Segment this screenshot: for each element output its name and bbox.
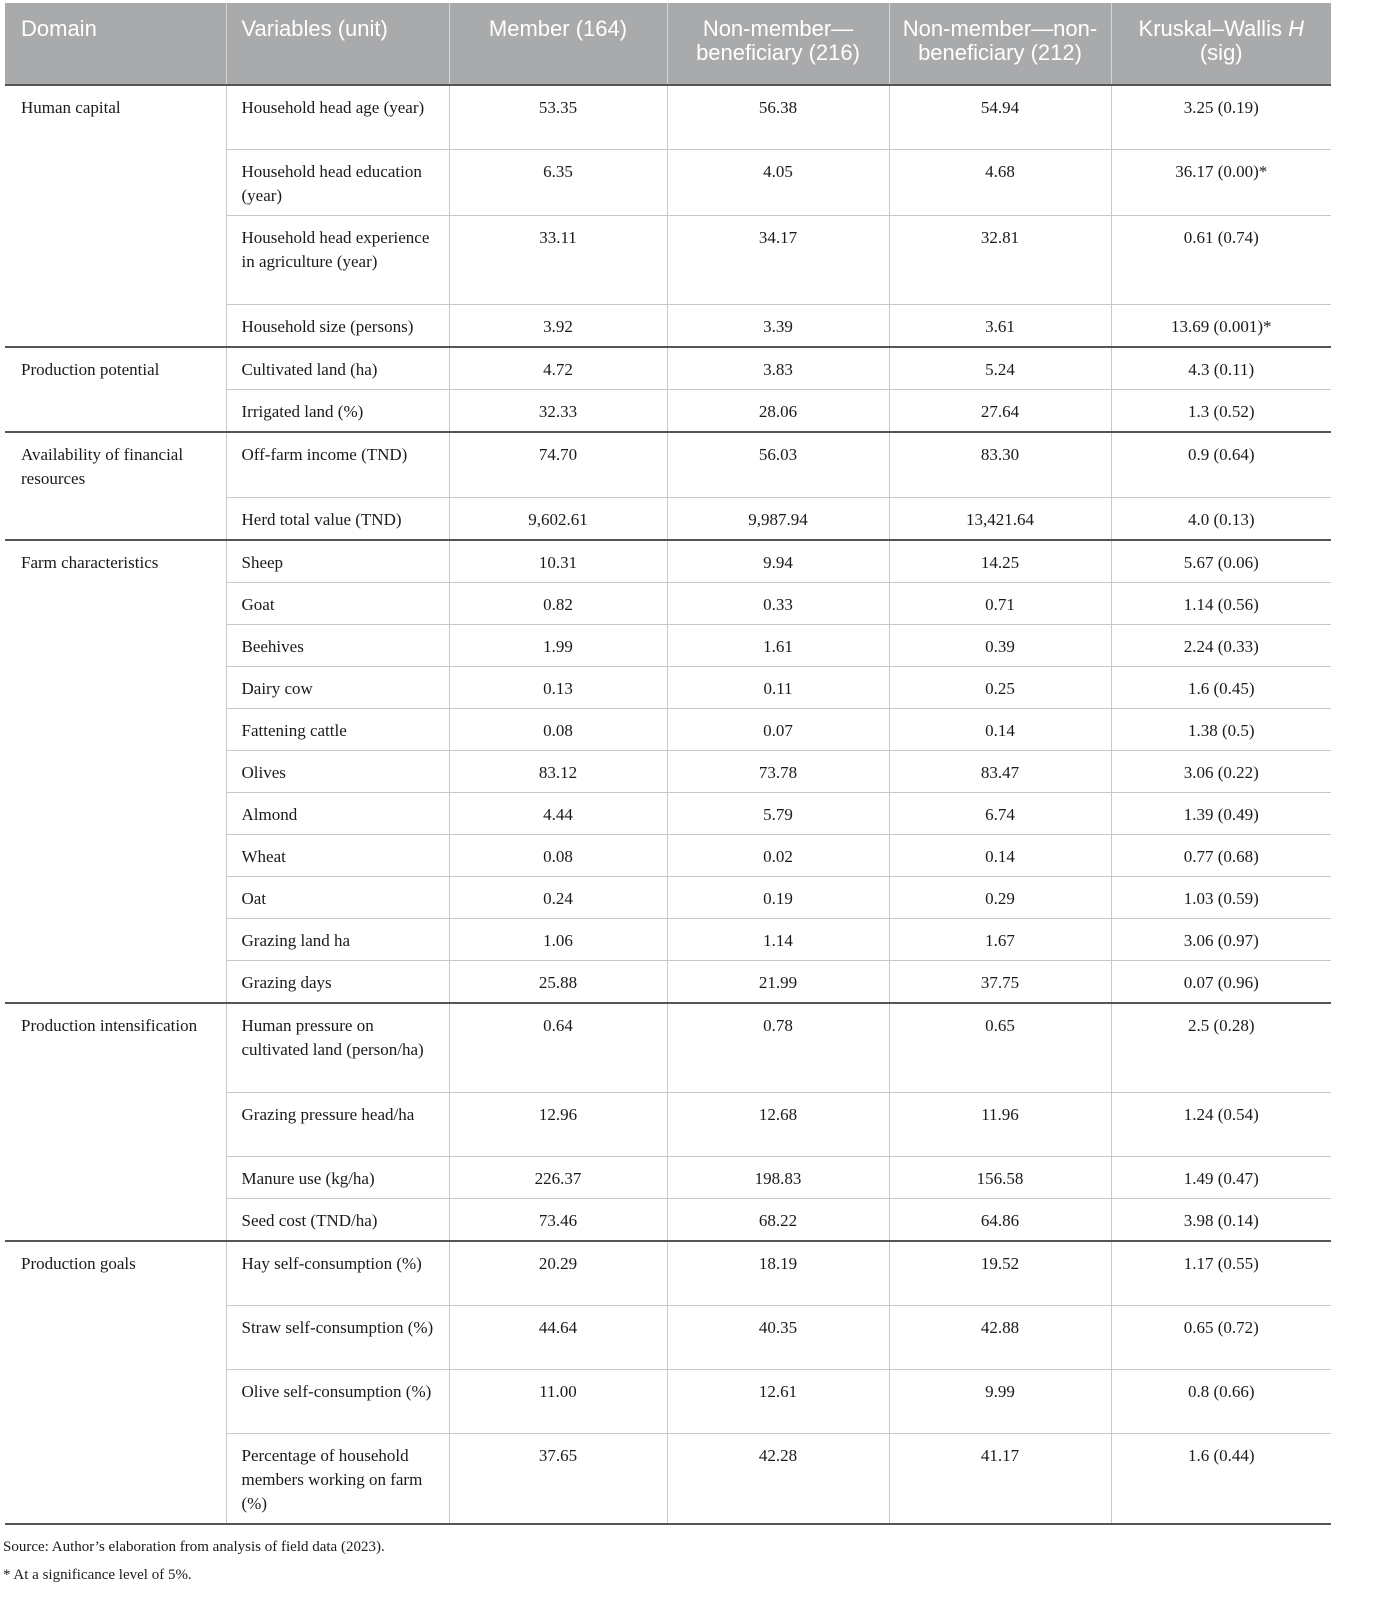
non-member-beneficiary-value-cell: 3.83 — [667, 347, 889, 390]
member-value-cell: 44.64 — [449, 1306, 667, 1370]
member-value-cell: 25.88 — [449, 961, 667, 1004]
non-member-beneficiary-value-cell: 198.83 — [667, 1156, 889, 1198]
header-non-member-non-beneficiary: Non-member—non-beneficiary (212) — [889, 3, 1111, 85]
kruskal-wallis-value-cell: 5.67 (0.06) — [1111, 540, 1331, 583]
variable-cell: Grazing land ha — [226, 919, 449, 961]
table-row — [5, 432, 1331, 498]
non-member-beneficiary-value-cell: 68.22 — [667, 1198, 889, 1241]
member-value-cell: 0.64 — [449, 1003, 667, 1092]
variable-cell: Beehives — [226, 625, 449, 667]
non-member-non-beneficiary-value-cell: 3.61 — [889, 304, 1111, 347]
member-value-cell: 3.92 — [449, 304, 667, 347]
member-value-cell: 11.00 — [449, 1370, 667, 1434]
variable-cell: Olive self-consumption (%) — [226, 1370, 449, 1434]
non-member-beneficiary-value-cell: 0.33 — [667, 583, 889, 625]
non-member-beneficiary-value-cell: 0.78 — [667, 1003, 889, 1092]
non-member-non-beneficiary-value-cell: 0.29 — [889, 877, 1111, 919]
variable-cell: Household size (persons) — [226, 304, 449, 347]
table-row — [5, 540, 1331, 583]
member-value-cell: 12.96 — [449, 1092, 667, 1156]
table-header — [5, 3, 1331, 85]
kruskal-wallis-value-cell: 4.3 (0.11) — [1111, 347, 1331, 390]
variable-cell: Irrigated land (%) — [226, 389, 449, 432]
non-member-non-beneficiary-value-cell: 32.81 — [889, 215, 1111, 304]
member-value-cell: 4.44 — [449, 793, 667, 835]
member-value-cell: 83.12 — [449, 751, 667, 793]
variable-cell: Grazing days — [226, 961, 449, 1004]
non-member-beneficiary-value-cell: 0.19 — [667, 877, 889, 919]
kruskal-wallis-value-cell: 1.03 (0.59) — [1111, 877, 1331, 919]
table-row — [5, 1003, 1331, 1092]
variable-cell: Sheep — [226, 540, 449, 583]
kruskal-wallis-value-cell: 1.6 (0.45) — [1111, 667, 1331, 709]
non-member-non-beneficiary-value-cell: 6.74 — [889, 793, 1111, 835]
member-value-cell: 0.24 — [449, 877, 667, 919]
domain-cell: Production goals — [5, 1241, 226, 1525]
variable-cell: Household head experience in agriculture (year) — [226, 215, 449, 304]
non-member-non-beneficiary-value-cell: 41.17 — [889, 1434, 1111, 1525]
kruskal-wallis-value-cell: 3.06 (0.97) — [1111, 919, 1331, 961]
kruskal-wallis-value-cell: 1.39 (0.49) — [1111, 793, 1331, 835]
non-member-beneficiary-value-cell: 9,987.94 — [667, 498, 889, 541]
non-member-non-beneficiary-value-cell: 83.47 — [889, 751, 1111, 793]
member-value-cell: 0.82 — [449, 583, 667, 625]
results-table — [5, 3, 1331, 1525]
member-value-cell: 37.65 — [449, 1434, 667, 1525]
non-member-beneficiary-value-cell: 34.17 — [667, 215, 889, 304]
non-member-non-beneficiary-value-cell: 5.24 — [889, 347, 1111, 390]
member-value-cell: 73.46 — [449, 1198, 667, 1241]
non-member-beneficiary-value-cell: 0.11 — [667, 667, 889, 709]
variable-cell: Grazing pressure head/ha — [226, 1092, 449, 1156]
non-member-non-beneficiary-value-cell: 64.86 — [889, 1198, 1111, 1241]
member-value-cell: 32.33 — [449, 389, 667, 432]
header-non-member-beneficiary: Non-member—beneficiary (216) — [667, 3, 889, 85]
kruskal-wallis-value-cell: 13.69 (0.001)* — [1111, 304, 1331, 347]
non-member-non-beneficiary-value-cell: 156.58 — [889, 1156, 1111, 1198]
variable-cell: Almond — [226, 793, 449, 835]
kruskal-wallis-value-cell: 1.14 (0.56) — [1111, 583, 1331, 625]
kruskal-wallis-value-cell: 3.06 (0.22) — [1111, 751, 1331, 793]
kruskal-wallis-value-cell: 2.24 (0.33) — [1111, 625, 1331, 667]
member-value-cell: 4.72 — [449, 347, 667, 390]
variable-cell: Dairy cow — [226, 667, 449, 709]
domain-cell: Availability of financial resources — [5, 432, 226, 541]
variable-cell: Household head education (year) — [226, 149, 449, 215]
domain-cell: Production potential — [5, 347, 226, 432]
domain-cell: Human capital — [5, 85, 226, 347]
non-member-non-beneficiary-value-cell: 0.14 — [889, 709, 1111, 751]
variable-cell: Wheat — [226, 835, 449, 877]
kruskal-wallis-value-cell: 1.38 (0.5) — [1111, 709, 1331, 751]
variable-cell: Seed cost (TND/ha) — [226, 1198, 449, 1241]
kruskal-wallis-value-cell: 0.8 (0.66) — [1111, 1370, 1331, 1434]
non-member-beneficiary-value-cell: 4.05 — [667, 149, 889, 215]
non-member-beneficiary-value-cell: 56.03 — [667, 432, 889, 498]
non-member-non-beneficiary-value-cell: 0.71 — [889, 583, 1111, 625]
kruskal-wallis-value-cell: 1.3 (0.52) — [1111, 389, 1331, 432]
header-member: Member (164) — [449, 3, 667, 85]
non-member-non-beneficiary-value-cell: 11.96 — [889, 1092, 1111, 1156]
member-value-cell: 1.06 — [449, 919, 667, 961]
non-member-beneficiary-value-cell: 73.78 — [667, 751, 889, 793]
non-member-beneficiary-value-cell: 18.19 — [667, 1241, 889, 1306]
variable-cell: Oat — [226, 877, 449, 919]
non-member-non-beneficiary-value-cell: 0.14 — [889, 835, 1111, 877]
non-member-non-beneficiary-value-cell: 0.25 — [889, 667, 1111, 709]
table-row — [5, 85, 1331, 149]
non-member-beneficiary-value-cell: 56.38 — [667, 85, 889, 149]
non-member-non-beneficiary-value-cell: 27.64 — [889, 389, 1111, 432]
variable-cell: Olives — [226, 751, 449, 793]
variable-cell: Human pressure on cultivated land (person/ha) — [226, 1003, 449, 1092]
variable-cell: Household head age (year) — [226, 85, 449, 149]
non-member-beneficiary-value-cell: 0.02 — [667, 835, 889, 877]
variable-cell: Straw self-consumption (%) — [226, 1306, 449, 1370]
non-member-non-beneficiary-value-cell: 37.75 — [889, 961, 1111, 1004]
member-value-cell: 10.31 — [449, 540, 667, 583]
non-member-non-beneficiary-value-cell: 42.88 — [889, 1306, 1111, 1370]
kruskal-wallis-value-cell: 0.65 (0.72) — [1111, 1306, 1331, 1370]
member-value-cell: 0.08 — [449, 709, 667, 751]
header-variables: Variables (unit) — [226, 3, 449, 85]
table-row — [5, 347, 1331, 390]
kruskal-wallis-value-cell: 1.24 (0.54) — [1111, 1092, 1331, 1156]
member-value-cell: 0.13 — [449, 667, 667, 709]
variable-cell: Hay self-consumption (%) — [226, 1241, 449, 1306]
non-member-beneficiary-value-cell: 12.68 — [667, 1092, 889, 1156]
non-member-beneficiary-value-cell: 28.06 — [667, 389, 889, 432]
table-notes — [3, 1537, 1375, 1585]
non-member-beneficiary-value-cell: 1.61 — [667, 625, 889, 667]
non-member-beneficiary-value-cell: 40.35 — [667, 1306, 889, 1370]
source-note: Source: Author’s elaboration from analysis of field data (2023). — [3, 1539, 385, 1555]
variable-cell: Manure use (kg/ha) — [226, 1156, 449, 1198]
non-member-non-beneficiary-value-cell: 9.99 — [889, 1370, 1111, 1434]
variable-cell: Percentage of household members working on farm (%) — [226, 1434, 449, 1525]
kruskal-wallis-value-cell: 3.25 (0.19) — [1111, 85, 1331, 149]
variable-cell: Herd total value (TND) — [226, 498, 449, 541]
non-member-non-beneficiary-value-cell: 4.68 — [889, 149, 1111, 215]
kruskal-wallis-value-cell: 1.6 (0.44) — [1111, 1434, 1331, 1525]
variable-cell: Cultivated land (ha) — [226, 347, 449, 390]
non-member-non-beneficiary-value-cell: 54.94 — [889, 85, 1111, 149]
kruskal-wallis-value-cell: 1.17 (0.55) — [1111, 1241, 1331, 1306]
member-value-cell: 74.70 — [449, 432, 667, 498]
table-row — [5, 1241, 1331, 1306]
member-value-cell: 53.35 — [449, 85, 667, 149]
member-value-cell: 1.99 — [449, 625, 667, 667]
non-member-non-beneficiary-value-cell: 0.39 — [889, 625, 1111, 667]
header-domain: Domain — [5, 3, 226, 85]
non-member-non-beneficiary-value-cell: 13,421.64 — [889, 498, 1111, 541]
domain-cell: Production intensification — [5, 1003, 226, 1241]
non-member-beneficiary-value-cell: 21.99 — [667, 961, 889, 1004]
non-member-beneficiary-value-cell: 5.79 — [667, 793, 889, 835]
kruskal-wallis-value-cell: 2.5 (0.28) — [1111, 1003, 1331, 1092]
member-value-cell: 20.29 — [449, 1241, 667, 1306]
variable-cell: Fattening cattle — [226, 709, 449, 751]
kruskal-wallis-value-cell: 36.17 (0.00)* — [1111, 149, 1331, 215]
kruskal-wallis-value-cell: 0.61 (0.74) — [1111, 215, 1331, 304]
kruskal-wallis-value-cell: 0.9 (0.64) — [1111, 432, 1331, 498]
non-member-non-beneficiary-value-cell: 1.67 — [889, 919, 1111, 961]
non-member-non-beneficiary-value-cell: 19.52 — [889, 1241, 1111, 1306]
kruskal-wallis-value-cell: 0.77 (0.68) — [1111, 835, 1331, 877]
header-kruskal-wallis: Kruskal–Wallis H (sig) — [1111, 3, 1331, 85]
non-member-beneficiary-value-cell: 1.14 — [667, 919, 889, 961]
non-member-beneficiary-value-cell: 12.61 — [667, 1370, 889, 1434]
non-member-beneficiary-value-cell: 0.07 — [667, 709, 889, 751]
member-value-cell: 6.35 — [449, 149, 667, 215]
member-value-cell: 226.37 — [449, 1156, 667, 1198]
non-member-beneficiary-value-cell: 42.28 — [667, 1434, 889, 1525]
member-value-cell: 0.08 — [449, 835, 667, 877]
member-value-cell: 9,602.61 — [449, 498, 667, 541]
non-member-beneficiary-value-cell: 9.94 — [667, 540, 889, 583]
significance-note: * At a significance level of 5%. — [3, 1567, 192, 1583]
non-member-non-beneficiary-value-cell: 0.65 — [889, 1003, 1111, 1092]
kruskal-wallis-value-cell: 1.49 (0.47) — [1111, 1156, 1331, 1198]
member-value-cell: 33.11 — [449, 215, 667, 304]
domain-cell: Farm characteristics — [5, 540, 226, 1003]
table-body — [5, 85, 1331, 1524]
non-member-non-beneficiary-value-cell: 14.25 — [889, 540, 1111, 583]
kruskal-wallis-value-cell: 4.0 (0.13) — [1111, 498, 1331, 541]
variable-cell: Off-farm income (TND) — [226, 432, 449, 498]
variable-cell: Goat — [226, 583, 449, 625]
non-member-non-beneficiary-value-cell: 83.30 — [889, 432, 1111, 498]
kruskal-wallis-value-cell: 3.98 (0.14) — [1111, 1198, 1331, 1241]
kruskal-wallis-value-cell: 0.07 (0.96) — [1111, 961, 1331, 1004]
non-member-beneficiary-value-cell: 3.39 — [667, 304, 889, 347]
